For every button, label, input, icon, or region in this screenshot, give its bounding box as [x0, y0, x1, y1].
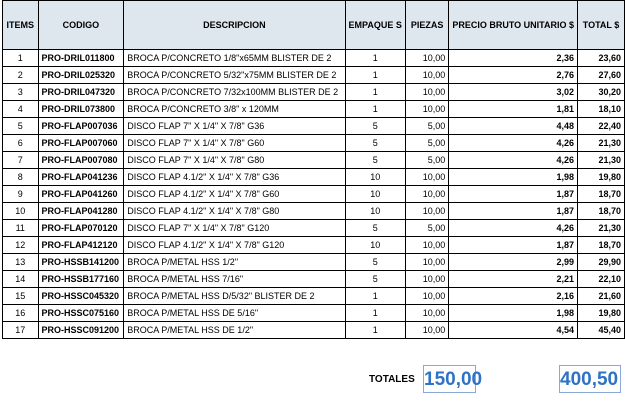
cell-total: 29,90 [578, 254, 625, 271]
table-row [3, 271, 625, 288]
cell-precio: 2,99 [449, 254, 578, 271]
cell-item-number: 13 [3, 254, 39, 271]
cell-codigo: PRO-FLAP412120 [38, 237, 124, 254]
cell-codigo: PRO-FLAP007060 [38, 135, 124, 152]
cell-item-number: 16 [3, 305, 39, 322]
cell-piezas: 10,00 [405, 203, 448, 220]
totals-section [0, 364, 625, 398]
cell-piezas: 10,00 [405, 101, 448, 118]
cell-descripcion: BROCA P/CONCRETO 3/8" x 120MM [124, 101, 345, 118]
cell-codigo: PRO-DRIL025320 [38, 67, 124, 84]
cell-piezas: 5,00 [405, 118, 448, 135]
cell-empaques: 10 [345, 169, 405, 186]
table-row [3, 322, 625, 339]
cell-empaques: 5 [345, 118, 405, 135]
cell-precio: 4,54 [449, 322, 578, 339]
totals-amount: 400,50 [559, 365, 621, 393]
header-piezas: PIEZAS [405, 1, 448, 50]
cell-piezas: 10,00 [405, 67, 448, 84]
cell-descripcion: DISCO FLAP 7" X 1/4" X 7/8" G36 [124, 118, 345, 135]
table-row [3, 101, 625, 118]
cell-empaques: 5 [345, 135, 405, 152]
header-row [3, 1, 625, 50]
cell-descripcion: BROCA P/METAL HSS 1/2" [124, 254, 345, 271]
cell-piezas: 10,00 [405, 237, 448, 254]
cell-descripcion: DISCO FLAP 4.1/2" X 1/4" X 7/8" G36 [124, 169, 345, 186]
cell-item-number: 3 [3, 84, 39, 101]
header-empaques: EMPAQUE S [345, 1, 405, 50]
cell-total: 18,70 [578, 237, 625, 254]
header-descripcion: DESCRIPCION [124, 1, 345, 50]
cell-codigo: PRO-DRIL047320 [38, 84, 124, 101]
product-table [2, 0, 625, 339]
cell-descripcion: BROCA P/METAL HSS DE 5/16" [124, 305, 345, 322]
table-row [3, 288, 625, 305]
header-codigo: CODIGO [38, 1, 124, 50]
cell-codigo: PRO-DRIL073800 [38, 101, 124, 118]
cell-total: 22,10 [578, 271, 625, 288]
cell-piezas: 5,00 [405, 152, 448, 169]
product-table-container [2, 0, 625, 339]
table-row [3, 203, 625, 220]
table-row [3, 169, 625, 186]
cell-empaques: 1 [345, 50, 405, 67]
cell-empaques: 1 [345, 288, 405, 305]
cell-empaques: 10 [345, 186, 405, 203]
cell-piezas: 10,00 [405, 322, 448, 339]
cell-descripcion: BROCA P/CONCRETO 5/32"x75MM BLISTER DE 2 [124, 67, 345, 84]
cell-piezas: 10,00 [405, 84, 448, 101]
cell-item-number: 5 [3, 118, 39, 135]
cell-precio: 2,36 [449, 50, 578, 67]
cell-precio: 1,81 [449, 101, 578, 118]
cell-total: 21,30 [578, 135, 625, 152]
cell-empaques: 1 [345, 67, 405, 84]
cell-precio: 3,02 [449, 84, 578, 101]
cell-total: 18,70 [578, 186, 625, 203]
cell-codigo: PRO-HSSB141200 [38, 254, 124, 271]
cell-codigo: PRO-FLAP070120 [38, 220, 124, 237]
cell-codigo: PRO-DRIL011800 [38, 50, 124, 67]
cell-descripcion: BROCA P/METAL HSS D/5/32" BLISTER DE 2 [124, 288, 345, 305]
table-row [3, 67, 625, 84]
cell-total: 21,30 [578, 220, 625, 237]
cell-item-number: 4 [3, 101, 39, 118]
cell-precio: 2,21 [449, 271, 578, 288]
header-total: TOTAL $ [578, 1, 625, 50]
table-body [3, 50, 625, 339]
header-precio: PRECIO BRUTO UNITARIO $ [449, 1, 578, 50]
table-row [3, 237, 625, 254]
cell-descripcion: DISCO FLAP 4.1/2" X 1/4" X 7/8" G60 [124, 186, 345, 203]
table-row [3, 305, 625, 322]
cell-descripcion: BROCA P/METAL HSS 7/16" [124, 271, 345, 288]
cell-empaques: 1 [345, 305, 405, 322]
cell-item-number: 9 [3, 186, 39, 203]
cell-item-number: 1 [3, 50, 39, 67]
cell-total: 23,60 [578, 50, 625, 67]
cell-descripcion: BROCA P/CONCRETO 1/8"x65MM BLISTER DE 2 [124, 50, 345, 67]
totals-label: TOTALES [369, 374, 415, 385]
table-row [3, 84, 625, 101]
cell-item-number: 6 [3, 135, 39, 152]
cell-descripcion: DISCO FLAP 7" X 1/4" X 7/8" G120 [124, 220, 345, 237]
cell-empaques: 5 [345, 271, 405, 288]
cell-piezas: 10,00 [405, 50, 448, 67]
cell-item-number: 15 [3, 288, 39, 305]
cell-descripcion: BROCA P/METAL HSS DE 1/2" [124, 322, 345, 339]
cell-total: 18,10 [578, 101, 625, 118]
cell-empaques: 1 [345, 322, 405, 339]
cell-empaques: 1 [345, 84, 405, 101]
table-row [3, 118, 625, 135]
cell-descripcion: DISCO FLAP 7" X 1/4" X 7/8" G80 [124, 152, 345, 169]
cell-empaques: 1 [345, 101, 405, 118]
table-row [3, 254, 625, 271]
cell-total: 27,60 [578, 67, 625, 84]
cell-codigo: PRO-FLAP007036 [38, 118, 124, 135]
cell-codigo: PRO-FLAP041260 [38, 186, 124, 203]
table-row [3, 50, 625, 67]
cell-piezas: 10,00 [405, 186, 448, 203]
cell-empaques: 5 [345, 152, 405, 169]
cell-piezas: 5,00 [405, 135, 448, 152]
cell-precio: 4,48 [449, 118, 578, 135]
cell-piezas: 10,00 [405, 271, 448, 288]
cell-piezas: 10,00 [405, 288, 448, 305]
cell-total: 45,40 [578, 322, 625, 339]
cell-item-number: 2 [3, 67, 39, 84]
table-row [3, 186, 625, 203]
cell-total: 21,60 [578, 288, 625, 305]
cell-item-number: 8 [3, 169, 39, 186]
cell-total: 22,40 [578, 118, 625, 135]
table-row [3, 152, 625, 169]
table-row [3, 220, 625, 237]
cell-empaques: 5 [345, 220, 405, 237]
cell-codigo: PRO-FLAP041236 [38, 169, 124, 186]
cell-item-number: 17 [3, 322, 39, 339]
cell-piezas: 10,00 [405, 254, 448, 271]
cell-descripcion: BROCA P/CONCRETO 7/32x100MM BLISTER DE 2 [124, 84, 345, 101]
cell-piezas: 10,00 [405, 169, 448, 186]
cell-total: 21,30 [578, 152, 625, 169]
cell-descripcion: DISCO FLAP 4.1/2" X 1/4" X 7/8" G120 [124, 237, 345, 254]
cell-empaques: 5 [345, 254, 405, 271]
cell-total: 19,80 [578, 305, 625, 322]
cell-precio: 1,98 [449, 169, 578, 186]
cell-item-number: 12 [3, 237, 39, 254]
cell-piezas: 10,00 [405, 305, 448, 322]
table-row [3, 135, 625, 152]
cell-item-number: 10 [3, 203, 39, 220]
cell-item-number: 7 [3, 152, 39, 169]
cell-precio: 2,16 [449, 288, 578, 305]
cell-codigo: PRO-FLAP007080 [38, 152, 124, 169]
cell-precio: 1,87 [449, 237, 578, 254]
cell-codigo: PRO-HSSC075160 [38, 305, 124, 322]
cell-empaques: 10 [345, 237, 405, 254]
header-items: ITEMS [3, 1, 39, 50]
cell-descripcion: DISCO FLAP 4.1/2" X 1/4" X 7/8" G80 [124, 203, 345, 220]
cell-precio: 1,98 [449, 305, 578, 322]
cell-piezas: 5,00 [405, 220, 448, 237]
cell-precio: 1,87 [449, 203, 578, 220]
cell-empaques: 10 [345, 203, 405, 220]
cell-total: 30,20 [578, 84, 625, 101]
cell-total: 19,80 [578, 169, 625, 186]
cell-descripcion: DISCO FLAP 7" X 1/4" X 7/8" G60 [124, 135, 345, 152]
cell-codigo: PRO-HSSC045320 [38, 288, 124, 305]
cell-codigo: PRO-HSSB177160 [38, 271, 124, 288]
cell-precio: 4,26 [449, 135, 578, 152]
cell-item-number: 11 [3, 220, 39, 237]
cell-total: 18,70 [578, 203, 625, 220]
cell-codigo: PRO-FLAP041280 [38, 203, 124, 220]
cell-precio: 2,76 [449, 67, 578, 84]
cell-item-number: 14 [3, 271, 39, 288]
cell-precio: 4,26 [449, 220, 578, 237]
cell-codigo: PRO-HSSC091200 [38, 322, 124, 339]
cell-precio: 1,87 [449, 186, 578, 203]
totals-piezas: 150,00 [423, 365, 476, 393]
cell-precio: 4,26 [449, 152, 578, 169]
